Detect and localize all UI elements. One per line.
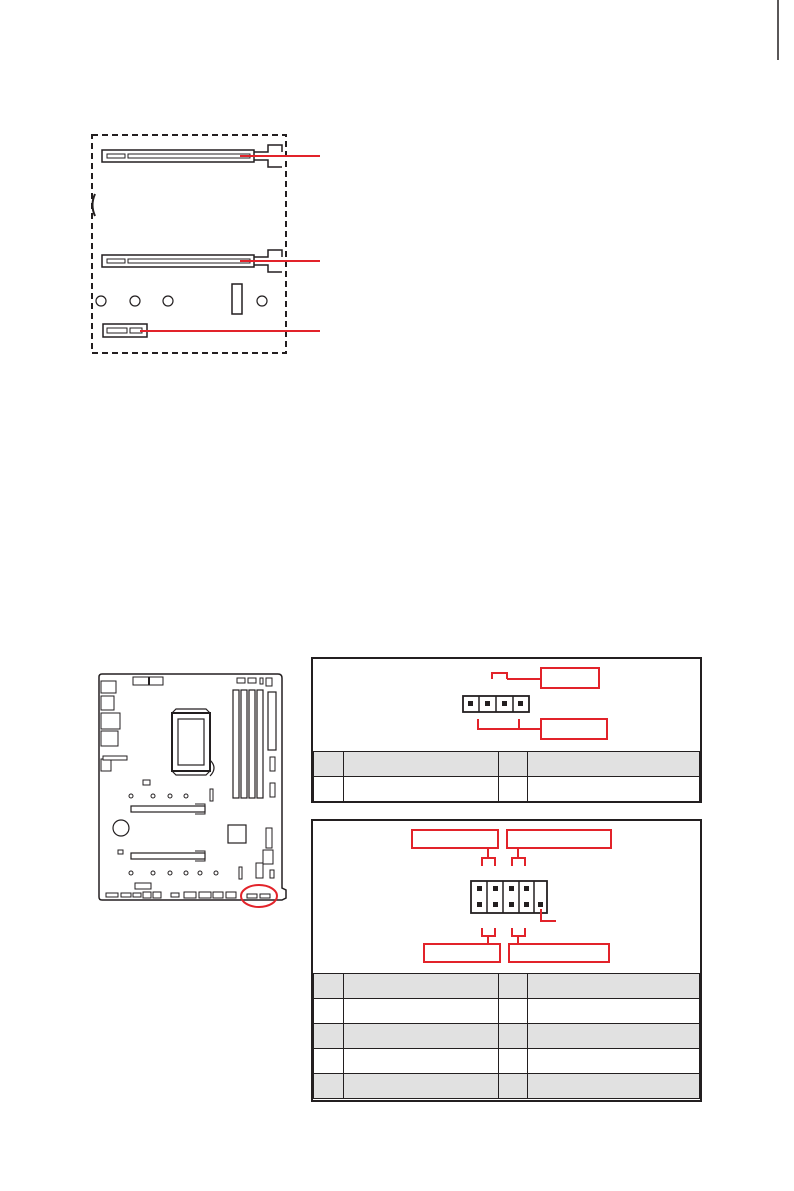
table-row (314, 752, 700, 777)
pin (468, 701, 473, 706)
table-row (314, 1074, 700, 1099)
pin (524, 902, 529, 907)
signal-cell (343, 1024, 498, 1049)
callout-bottom-left-box (423, 943, 501, 963)
pin (502, 701, 507, 706)
pin-cell (498, 999, 528, 1024)
signal-cell (343, 777, 498, 802)
pin-cell (314, 1049, 344, 1074)
dimm-slot (257, 690, 263, 798)
table-row (314, 1049, 700, 1074)
bracket-top-left (482, 847, 495, 866)
pin-cell (314, 752, 344, 777)
pin-header-9 (471, 881, 547, 913)
pin-cell (498, 1024, 528, 1049)
header-4pin-diagram (313, 659, 700, 751)
pin (509, 902, 514, 907)
pin (493, 902, 498, 907)
callout-bottom-right-box (508, 943, 610, 963)
pin (477, 902, 482, 907)
table-row (314, 974, 700, 999)
signal-cell (343, 1074, 498, 1099)
header-4pin-panel (311, 657, 702, 803)
dimm-slot (249, 690, 255, 798)
pin-cell (498, 1074, 528, 1099)
signal-cell (528, 974, 700, 999)
dimm-slot (233, 690, 239, 798)
pin-cell (314, 974, 344, 999)
pin (477, 886, 482, 891)
table-row (314, 999, 700, 1024)
pin (485, 701, 490, 706)
pin-cell (498, 777, 528, 802)
pin (524, 886, 529, 891)
callout-bottom-box (540, 718, 608, 740)
signal-cell (528, 1024, 700, 1049)
signal-cell (528, 999, 700, 1024)
callout-top-box (540, 667, 600, 689)
callout-top-right-box (506, 829, 612, 849)
pin-cell (498, 1049, 528, 1074)
header-9pin-panel (311, 819, 702, 1102)
pin (538, 902, 543, 907)
pin-cell (314, 1074, 344, 1099)
pin-cell (314, 777, 344, 802)
pin-cell (498, 752, 528, 777)
signal-cell (528, 1049, 700, 1074)
pin (493, 886, 498, 891)
signal-cell (343, 1049, 498, 1074)
callout-top-left-box (411, 829, 499, 849)
bracket-bottom (478, 719, 540, 729)
signal-cell (343, 999, 498, 1024)
bracket-top (492, 673, 540, 679)
header-9pin-pinout-table (313, 973, 700, 1099)
pin-cell (498, 974, 528, 999)
table-row (314, 777, 700, 802)
pin-cell (314, 999, 344, 1024)
header-4pin-pinout-table (313, 751, 700, 802)
signal-cell (343, 752, 498, 777)
bracket-top-right (512, 847, 525, 866)
signal-cell (528, 752, 700, 777)
cmos-battery (113, 820, 129, 836)
signal-cell (528, 777, 700, 802)
signal-cell (343, 974, 498, 999)
chipset (228, 825, 246, 843)
dimm-slot (241, 690, 247, 798)
pin-cell (314, 1024, 344, 1049)
pin (509, 886, 514, 891)
signal-cell (528, 1074, 700, 1099)
table-row (314, 1024, 700, 1049)
pin (518, 701, 523, 706)
